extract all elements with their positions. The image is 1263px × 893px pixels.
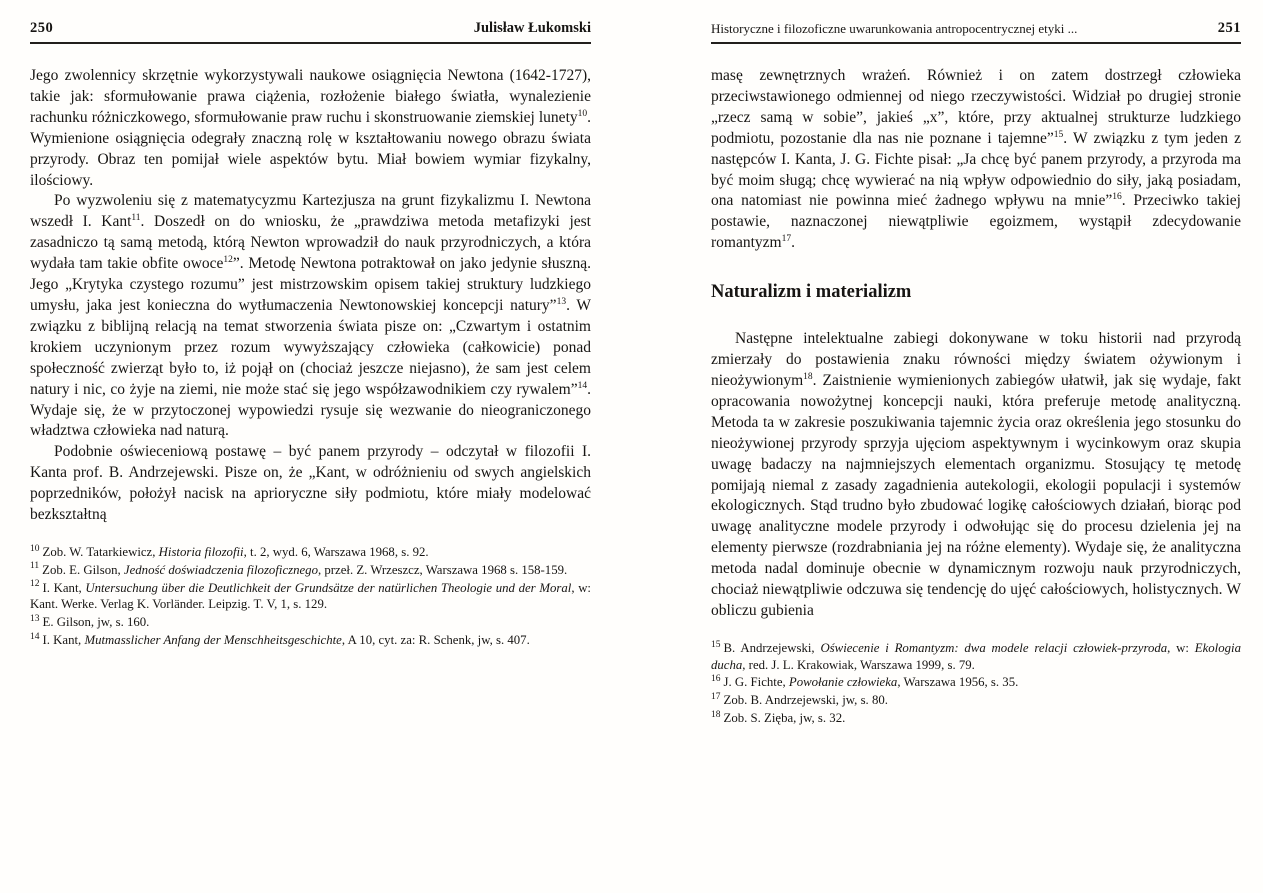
footnote: $^{14}$ I. Kant, Mutmasslicher Anfang der Menschheitsgeschichte, A 10, cyt. za: R. Schenk, jw, s. 407. bbox=[30, 631, 530, 647]
footnote: $^{11}$ Zob. E. Gilson, Jedność doświadczenia filozoficznego, przeł. Z. Wrzeszcz, Warszawa 1968 s. 158-159. bbox=[30, 561, 568, 577]
page-right bbox=[631, 0, 1263, 893]
paragraph: Po wyzwoleniu się z matematycyzmu Kartezjusza na grunt fizykalizmu I. Newtona wszedł I. Kant$^{11}$. Doszedł on do wniosku, że „prawdziwa metoda metafizyki jest zasadniczo tą samą metodą, którą Newton wprowadził do nauk przyrodniczych, a która wydała tam takie obfite owoce$^{12}$”. Metodę Newtona potraktował on jako jedynie słuszną. Jego „Krytyka czystego rozumu” jest mistrzowskim opisem takiej struktury ludzkiego umysłu, jaka jest konieczna do wytłumaczenia Newtonowskiej koncepcji natury”$^{13}$. W związku z biblijną relacją na temat stworzenia świata pisze on: „Czwartym i ostatnim krokiem uczynionym przez rozum wywyższający człowieka (całkowicie) ponad społeczność zwierząt było to, iż pojął on (chociaż jeszcze niejasno), że sam jest celem natury i nic, co żyje na ziemi, nie może stać się jego współzawodnikiem czy rywalem”$^{14}$. Wydaje się, że w przytoczonej wypowiedzi rysuje się wezwanie do nieograniczonego władztwa człowieka nad naturą. bbox=[30, 192, 592, 440]
italic-title: Untersuchung über die Deutlichkeit der Grundsätze der natürlichen Theologie und der Moral bbox=[85, 580, 572, 595]
footnotes bbox=[30, 544, 591, 649]
paragraph: Podobnie oświeceniową postawę – być panem przyrody – odczytał w filozofii I. Kanta prof. B. Andrzejewski. Pisze on, że „Kant, w odróżnieniu od swych angielskich poprzedników, położył nacisk na aprioryczne siły podmiotu, które miały modelować bezkształtną bbox=[30, 443, 591, 524]
paragraph: Następne intelektualne zabiegi dokonywane w toku historii nad przyrodą zmierzały do postawienia znaku równości między światem ożywionym i nieożywionym$^{18}$. Zaistnienie wymienionych zabiegów ułatwił, jak się wydaje, fakt opracowania nowożytnej koncepcji nauki, która preferuje metodę analityczną. Metoda ta w zakresie poszukiwania tajemnic życia oraz określenia jego stosunku do nieożywionej przyrody sprzyja ujęciom aspektywnym i wycinkowym oraz skupia uwagę badaczy na najmniejszych elementach organizmu. Stosujący tę metodę pomijają niemal z zasady zagadnienia autekologii, ekologii populacji i systemów ekologicznych. Stąd trudno było zbudować logikę całościowych działań, biorąc pod uwagę analityczne modele przyrody i odwołując się do procesu dzielenia jej na elementy pierwsze (rozdrabniania jej na różne elementy). Wydaje się, że analityczna metoda nadal dominuje obecnie w dynamicznym rozwoju nauk przyrodniczych, chociaż niewątpliwie odczuwa się tendencję do ujęć całościowych, holistycznych. W obliczu gubienia bbox=[711, 330, 1241, 619]
italic-title: Mutmasslicher Anfang der Menschheitsgeschichte bbox=[84, 632, 342, 647]
page-header-right bbox=[711, 20, 1241, 44]
footnote: $^{16}$ J. G. Fichte, Powołanie człowieka, Warszawa 1956, s. 35. bbox=[711, 674, 1019, 690]
footnote: $^{13}$ E. Gilson, jw, s. 160. bbox=[30, 613, 150, 630]
italic-title: Jedność doświadczenia filozoficznego bbox=[123, 562, 318, 577]
italic-title: Powołanie człowieka bbox=[788, 675, 898, 690]
page-number: 250 bbox=[30, 20, 54, 36]
footnote-reference: 14 bbox=[577, 380, 588, 391]
paragraph: Jego zwolennicy skrzętnie wykorzystywali naukowe osiągnięcia Newtona (1642-1727), takie jak: sformułowanie prawa ciążenia, rozłożenie białego światła, wynalezienie rachunku różniczkowego, sformułowanie praw ruchu i skonstruowanie ziemskiej lunety$^{10}$. Wymienione osiągnięcia odegrały znaczną rolę w kształtowaniu nowego obrazu świata przyrody. Obraz ten pomijał wiele aspektów bytu. Miał bowiem wymiar fizykalny, ilościowy. bbox=[30, 67, 591, 189]
page-left bbox=[0, 0, 631, 893]
footnote-reference: 10 bbox=[577, 108, 588, 119]
footnote: $^{17}$ Zob. B. Andrzejewski, jw, s. 80. bbox=[711, 691, 888, 708]
footnote: $^{10}$ Zob. W. Tatarkiewicz, Historia filozofii, t. 2, wyd. 6, Warszawa 1968, s. 92. bbox=[30, 543, 429, 559]
footnote-reference: 13 bbox=[556, 296, 567, 307]
footnote: $^{18}$ Zob. S. Zięba, jw, s. 32. bbox=[711, 709, 846, 726]
footnote-reference: 17 bbox=[781, 234, 792, 245]
footnote: $^{15}$ B. Andrzejewski, Oświecenie i Romantyzm: dwa modele relacji człowiek-przyroda, w: Ekologia ducha, red. J. L. Krakowiak, Warszawa 1999, s. 79. bbox=[711, 639, 1241, 672]
footnote-reference: 11 bbox=[131, 213, 141, 224]
footnote-number: 10 bbox=[30, 543, 40, 554]
body-text bbox=[711, 66, 1241, 254]
paragraph: masę zewnętrznych wrażeń. Również i on zatem dostrzegł człowieka przeciwstawionego odmiennej od niego rzeczywistości. Widział po drugiej stronie „rzecz samą w sobie”, jakieś „x”, które, przy aktualnej strukturze ludzkiego podmiotu, pozostanie dla nas nie poznane i tajemne”$^{15}$. W związku z tym jeden z następców I. Kanta, J. G. Fichte pisał: „Ja chcę być panem przyrody, a przyroda ma być moim sługą; chcę wywierać na nią wpływ odpowiednio do siły, jaką posiadam, ona natomiast nie powinna mieć żadnego wpływu na mnie”$^{16}$. Przeciwko takiej postawie, naznaczonej niewątpliwie egoizmem, wystąpił zdecydowanie romantyzm$^{17}$. bbox=[711, 67, 1241, 252]
page-number: 251 bbox=[1217, 20, 1241, 36]
footnote-number: 13 bbox=[30, 613, 40, 624]
footnote-number: 16 bbox=[711, 674, 721, 685]
section-heading: Naturalizm i materializm bbox=[711, 282, 912, 303]
running-title: Julisław Łukomski bbox=[473, 20, 591, 36]
footnote-number: 18 bbox=[711, 709, 721, 720]
footnote-reference: 15 bbox=[1053, 129, 1064, 140]
footnote-number: 17 bbox=[711, 691, 721, 702]
italic-title: Oświecenie i Romantyzm: dwa modele relacji człowiek-przyroda bbox=[820, 640, 1168, 655]
footnote-number: 14 bbox=[30, 631, 40, 642]
footnote-reference: 18 bbox=[803, 371, 813, 382]
footnote-number: 11 bbox=[30, 561, 40, 572]
italic-title: Historia filozofii bbox=[158, 544, 244, 559]
footnote-reference: 16 bbox=[1112, 192, 1122, 203]
body-text bbox=[711, 329, 1241, 622]
italic-title: Ekologia ducha bbox=[711, 640, 1241, 672]
page-header-left bbox=[30, 20, 591, 44]
footnotes bbox=[711, 640, 1241, 727]
footnote: $^{12}$ I. Kant, Untersuchung über die Deutlichkeit der Grundsätze der natürlichen Theologie und der Moral, w: Kant. Werke. Verlag K. Vorländer. Leipzig. T. V, 1, s. 129. bbox=[30, 579, 591, 612]
footnote-number: 12 bbox=[30, 579, 40, 590]
footnote-number: 15 bbox=[711, 639, 721, 650]
body-text bbox=[30, 66, 591, 526]
footnote-reference: 12 bbox=[223, 255, 233, 265]
running-title: Historyczne i filozoficzne uwarunkowania antropocentrycznej etyki ... bbox=[711, 21, 1078, 36]
